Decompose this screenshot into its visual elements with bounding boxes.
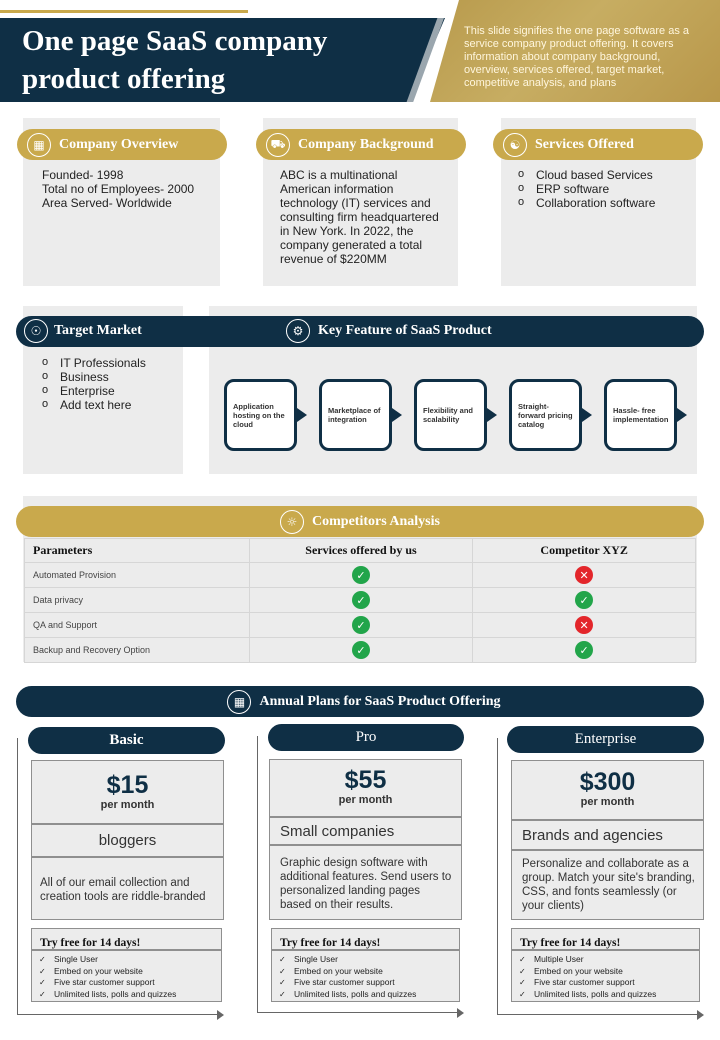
plan-feature: ✓ Single User bbox=[32, 954, 221, 966]
param-cell: QA and Support bbox=[25, 613, 250, 638]
competitors-title: Competitors Analysis bbox=[312, 513, 440, 529]
check-icon: ✓ bbox=[575, 641, 593, 659]
status-cell bbox=[249, 638, 473, 663]
cross-icon: ✕ bbox=[575, 616, 593, 634]
company-background-header bbox=[256, 129, 466, 160]
check-icon: ✓ bbox=[575, 591, 593, 609]
building-icon: ▦ bbox=[27, 133, 51, 157]
plan-bracket-arrow bbox=[697, 1010, 704, 1020]
plan-period: per month bbox=[100, 799, 155, 811]
plan-feature: ✓ Five star customer support bbox=[32, 977, 221, 989]
list-item: o Cloud based Services bbox=[516, 168, 696, 182]
status-cell bbox=[249, 613, 473, 638]
feature-box: Straight-forward pricing catalog bbox=[509, 379, 582, 451]
flow-arrow bbox=[677, 408, 687, 422]
plan-description: Personalize and collaborate as a group. Match your site's branding, CSS, and fonts seamlessly (or your clients) bbox=[522, 858, 695, 912]
feature-flow bbox=[224, 379, 687, 451]
status-cell bbox=[249, 588, 473, 613]
flow-arrow bbox=[582, 408, 592, 422]
param-cell: Backup and Recovery Option bbox=[25, 638, 250, 663]
plan-audience: bloggers bbox=[98, 832, 157, 849]
feature-box: Marketplace of integration bbox=[319, 379, 392, 451]
plan-price: $55 bbox=[344, 766, 387, 794]
truck-icon: ⛟ bbox=[266, 133, 290, 157]
overview-line: Founded- 1998 bbox=[42, 168, 124, 182]
plan-trial-box[interactable] bbox=[31, 928, 222, 950]
check-icon: ✓ bbox=[352, 641, 370, 659]
plan-period: per month bbox=[580, 796, 635, 808]
plan-trial-label: Try free for 14 days! bbox=[280, 937, 381, 949]
check-icon: ✓ bbox=[352, 591, 370, 609]
plan-feature: ✓ Unlimited lists, polls and quizzes bbox=[512, 989, 699, 1001]
table-header-row bbox=[25, 539, 696, 563]
column-header: Competitor XYZ bbox=[473, 539, 696, 563]
plan-audience: Small companies bbox=[280, 822, 395, 840]
company-overview-title: Company Overview bbox=[59, 136, 179, 152]
plan-trial-label: Try free for 14 days! bbox=[40, 937, 141, 949]
calendar-icon: ▦ bbox=[227, 690, 251, 714]
plan-description-box bbox=[511, 850, 704, 920]
company-background-text: ABC is a multinational American information technology (IT) services and consulting firm headquartered in New York. In 2022, the company generated a total revenue of $220MM bbox=[280, 168, 439, 266]
cross-icon: ✕ bbox=[575, 566, 593, 584]
plan-feature: ✓ Unlimited lists, polls and quizzes bbox=[32, 989, 221, 1001]
lightbulb-icon: ☼ bbox=[280, 510, 304, 534]
table-row bbox=[25, 638, 696, 663]
plan-feature-list bbox=[31, 950, 222, 1002]
param-cell: Automated Provision bbox=[25, 563, 250, 588]
plan-name: Basic bbox=[28, 727, 225, 754]
list-item: o Enterprise bbox=[40, 384, 180, 398]
plan-description-box bbox=[269, 845, 462, 920]
company-overview-text bbox=[42, 168, 217, 210]
plan-feature: ✓ Embed on your website bbox=[32, 966, 221, 978]
plan-feature: ✓ Multiple User bbox=[512, 954, 699, 966]
plan-price-box bbox=[269, 759, 462, 817]
plans-header bbox=[16, 686, 704, 717]
flow-arrow bbox=[487, 408, 497, 422]
table-row bbox=[25, 563, 696, 588]
header-description: This slide signifies the one page software as a service company product offering. It covers information about company background, overview, services offered, target market, competitive analysis, and plans bbox=[464, 25, 690, 89]
feature-box: Flexibility and scalability bbox=[414, 379, 487, 451]
plan-price-box bbox=[511, 760, 704, 820]
plan-name: Enterprise bbox=[507, 726, 704, 753]
plan-period: per month bbox=[338, 794, 393, 806]
status-cell bbox=[473, 588, 696, 613]
plan-trial-box[interactable] bbox=[511, 928, 700, 950]
list-item: o IT Professionals bbox=[40, 356, 180, 370]
plan-feature: ✓ Embed on your website bbox=[512, 966, 699, 978]
plan-feature: ✓ Single User bbox=[272, 954, 459, 966]
plan-feature: ✓ Five star customer support bbox=[272, 977, 459, 989]
plan-feature: ✓ Embed on your website bbox=[272, 966, 459, 978]
plan-bracket-arrow bbox=[217, 1010, 224, 1020]
competitors-table bbox=[24, 538, 696, 663]
column-header: Parameters bbox=[25, 539, 250, 563]
plan-audience-box bbox=[31, 824, 224, 857]
target-market-header bbox=[24, 319, 142, 343]
plan-audience-box bbox=[511, 820, 704, 850]
key-features-header bbox=[286, 319, 492, 343]
list-item: o Collaboration software bbox=[516, 196, 696, 210]
list-item: o ERP software bbox=[516, 182, 696, 196]
plans-title: Annual Plans for SaaS Product Offering bbox=[259, 693, 501, 709]
column-header: Services offered by us bbox=[249, 539, 473, 563]
plan-trial-box[interactable] bbox=[271, 928, 460, 950]
plan-description: Graphic design software with additional features. Send users to personalized landing pages based on their results. bbox=[280, 857, 452, 911]
feature-box: Application hosting on the cloud bbox=[224, 379, 297, 451]
page-title: One page SaaS company product offering bbox=[22, 25, 328, 95]
plan-description: All of our email collection and creation tools are riddle-branded bbox=[40, 877, 206, 903]
status-cell bbox=[473, 563, 696, 588]
key-features-title: Key Feature of SaaS Product bbox=[318, 323, 492, 338]
plan-price: $15 bbox=[106, 771, 149, 799]
plan-feature-list bbox=[511, 950, 700, 1002]
company-overview-header bbox=[17, 129, 227, 160]
plan-audience: Brands and agencies bbox=[522, 826, 663, 844]
plan-description-box bbox=[31, 857, 224, 920]
plan-name: Pro bbox=[268, 724, 464, 751]
competitors-header bbox=[16, 506, 704, 537]
plan-price-box bbox=[31, 760, 224, 824]
status-cell bbox=[473, 638, 696, 663]
company-background-title: Company Background bbox=[298, 136, 434, 152]
services-offered-title: Services Offered bbox=[535, 136, 634, 152]
overview-line: Total no of Employees- 2000 bbox=[42, 182, 195, 196]
services-list bbox=[516, 168, 696, 210]
table-row bbox=[25, 588, 696, 613]
list-item: o Business bbox=[40, 370, 180, 384]
gear-doc-icon: ⚙ bbox=[286, 319, 310, 343]
target-icon: ☉ bbox=[24, 319, 48, 343]
target-market-title: Target Market bbox=[54, 323, 142, 338]
flow-arrow bbox=[392, 408, 402, 422]
header-accent-line bbox=[0, 10, 248, 13]
status-cell bbox=[473, 613, 696, 638]
flow-arrow bbox=[297, 408, 307, 422]
list-item: o Add text here bbox=[40, 398, 180, 412]
plan-feature-list bbox=[271, 950, 460, 1002]
feature-box: Hassle- free implementation bbox=[604, 379, 677, 451]
plan-trial-label: Try free for 14 days! bbox=[520, 937, 621, 949]
plan-audience-box bbox=[269, 817, 462, 845]
check-icon: ✓ bbox=[352, 616, 370, 634]
plan-feature: ✓ Unlimited lists, polls and quizzes bbox=[272, 989, 459, 1001]
plan-feature: ✓ Five star customer support bbox=[512, 977, 699, 989]
hand-coin-icon: ☯ bbox=[503, 133, 527, 157]
param-cell: Data privacy bbox=[25, 588, 250, 613]
plan-price: $300 bbox=[579, 768, 636, 796]
status-cell bbox=[249, 563, 473, 588]
services-offered-header bbox=[493, 129, 703, 160]
overview-line: Area Served- Worldwide bbox=[42, 196, 172, 210]
target-market-list bbox=[40, 356, 180, 412]
plan-bracket-arrow bbox=[457, 1008, 464, 1018]
check-icon: ✓ bbox=[352, 566, 370, 584]
table-row bbox=[25, 613, 696, 638]
